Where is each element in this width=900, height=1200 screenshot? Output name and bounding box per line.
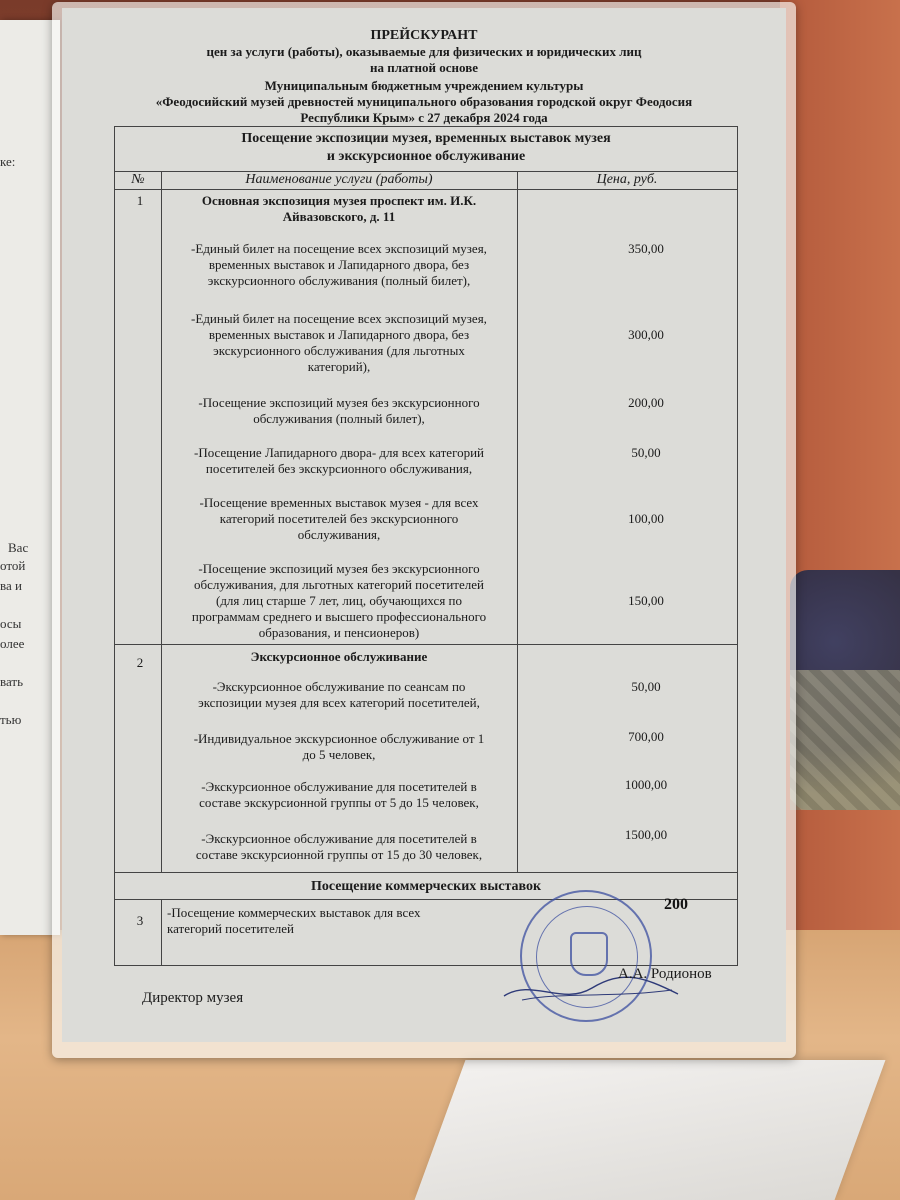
section-title: Посещение экспозиции музея, временных выставок музея <box>241 131 611 146</box>
director-name: А.А. Родионов <box>618 966 712 982</box>
subtitle-line: Муниципальным бюджетным учреждением культуры <box>264 78 584 93</box>
table-rule <box>161 644 567 645</box>
service-line: -Экскурсионное обслуживание для посетителей в <box>201 831 477 846</box>
service-line: -Посещение экспозиций музея без экскурсионного <box>198 561 480 576</box>
wall-background <box>780 0 900 960</box>
service-item <box>167 445 511 477</box>
price-value: 50,00 <box>631 445 661 460</box>
service-line: -Индивидуальное экскурсионное обслуживание от 1 <box>193 731 485 746</box>
subtitle-line: цен за услуги (работы), оказываемые для физических и юридических лиц <box>206 44 642 59</box>
subtitle-line: «Феодосийский музей древностей муниципального образования городской округ Феодосия <box>155 94 693 109</box>
service-line: экспозиции музея для всех категорий посетителей, <box>198 695 480 710</box>
service-line: -Посещение Лапидарного двора- для всех категорий <box>194 445 484 460</box>
service-line: категорий посетителей без экскурсионного <box>219 511 459 526</box>
bg-fragment: отой <box>0 558 26 573</box>
row-heading: Экскурсионное обслуживание <box>250 649 428 664</box>
price-value: 50,00 <box>631 679 661 694</box>
column-header-name: Наименование услуги (работы) <box>245 172 433 187</box>
service-line: -Посещение коммерческих выставок для всех <box>167 905 421 920</box>
bg-fragment: ке: <box>0 154 16 169</box>
column-header-price: Цена, руб. <box>596 172 658 187</box>
service-item <box>167 395 511 427</box>
service-line: экскурсионного обслуживания (полный билет), <box>207 273 471 288</box>
service-item <box>167 561 511 641</box>
price-value: 200,00 <box>628 395 664 410</box>
price-value: 1500,00 <box>624 827 668 842</box>
service-item <box>167 679 511 711</box>
service-line: -Единый билет на посещение всех экспозиций музея, <box>191 241 487 256</box>
service-item <box>167 495 511 543</box>
price-value: 350,00 <box>628 241 664 256</box>
service-item <box>167 731 511 763</box>
table-rule <box>115 644 161 645</box>
service-item <box>167 311 511 375</box>
service-item <box>167 779 511 811</box>
table-rule <box>517 171 518 872</box>
service-line: посетителей без экскурсионного обслуживания, <box>205 461 473 476</box>
bg-fragment: вать <box>0 674 24 689</box>
service-line: -Экскурсионное обслуживание по сеансам по <box>212 679 466 694</box>
service-line: -Экскурсионное обслуживание для посетителей в <box>201 779 477 794</box>
table-rule <box>161 171 162 872</box>
bg-fragment: олее <box>0 636 25 651</box>
service-line: программам среднего и высшего профессионального <box>191 609 487 624</box>
subtitle-line: Республики Крым» с 27 декабря 2024 года <box>300 110 548 125</box>
table-rule <box>567 644 737 645</box>
table-rule <box>161 899 162 965</box>
service-line: -Единый билет на посещение всех экспозиций музея, <box>191 311 487 326</box>
table-rule <box>115 899 737 900</box>
bg-fragment: осы <box>0 616 22 631</box>
plastic-sheet <box>415 1060 886 1200</box>
service-line: до 5 человек, <box>302 747 376 762</box>
section-title: и экскурсионное обслуживание <box>326 149 526 164</box>
service-line: временных выставок и Лапидарного двора, без <box>208 257 470 272</box>
price-value: 1000,00 <box>624 777 668 792</box>
handwritten-price: 200 <box>664 896 688 913</box>
price-value: 100,00 <box>628 511 664 526</box>
table-rule <box>115 872 737 873</box>
service-line: (для лиц старше 7 лет, лиц, обучающихся по <box>215 593 463 608</box>
bg-fragment: тью <box>0 712 22 727</box>
service-line: категорий посетителей <box>167 921 294 936</box>
service-line: образования, и пенсионеров) <box>258 625 420 640</box>
service-item <box>167 905 487 937</box>
service-line: временных выставок и Лапидарного двора, без <box>208 327 470 342</box>
row-number: 1 <box>136 193 144 208</box>
price-list-sheet <box>62 8 786 1042</box>
table-rule <box>115 189 737 190</box>
price-value: 150,00 <box>628 593 664 608</box>
section-title: Посещение коммерческих выставок <box>310 879 542 894</box>
document-title: ПРЕЙСКУРАНТ <box>370 28 478 43</box>
service-line: обслуживания (полный билет), <box>253 411 425 426</box>
subtitle-line: на платной основе <box>369 60 479 75</box>
price-value: 300,00 <box>628 327 664 342</box>
bag-pattern <box>790 670 900 810</box>
row-heading-line: Айвазовского, д. 11 <box>282 209 396 224</box>
service-line: -Посещение экспозиций музея без экскурсионного <box>198 395 480 410</box>
background-sheet <box>0 20 60 935</box>
service-item <box>167 831 511 863</box>
row-number: 3 <box>136 913 144 928</box>
bg-fragment: Вас <box>8 540 29 555</box>
row-heading-line: Основная экспозиция музея проспект им. И.К. <box>201 193 477 208</box>
service-line: обслуживания, <box>297 527 381 542</box>
row-number: 2 <box>136 655 144 670</box>
bg-fragment: ва и <box>0 578 22 593</box>
row-heading <box>167 193 511 225</box>
service-line: составе экскурсионной группы от 5 до 15 человек, <box>199 795 479 810</box>
column-header-num: № <box>131 172 145 187</box>
price-value: 700,00 <box>628 729 664 744</box>
service-line: составе экскурсионной группы от 15 до 30 человек, <box>195 847 483 862</box>
service-line: -Посещение временных выставок музея - для всех <box>199 495 479 510</box>
service-line: экскурсионного обслуживания (для льготных <box>213 343 465 358</box>
service-item <box>167 241 511 289</box>
director-label: Директор музея <box>142 990 244 1006</box>
price-table <box>114 126 738 966</box>
service-line: категорий), <box>307 359 371 374</box>
service-line: обслуживания, для льготных категорий посетителей <box>194 577 484 592</box>
